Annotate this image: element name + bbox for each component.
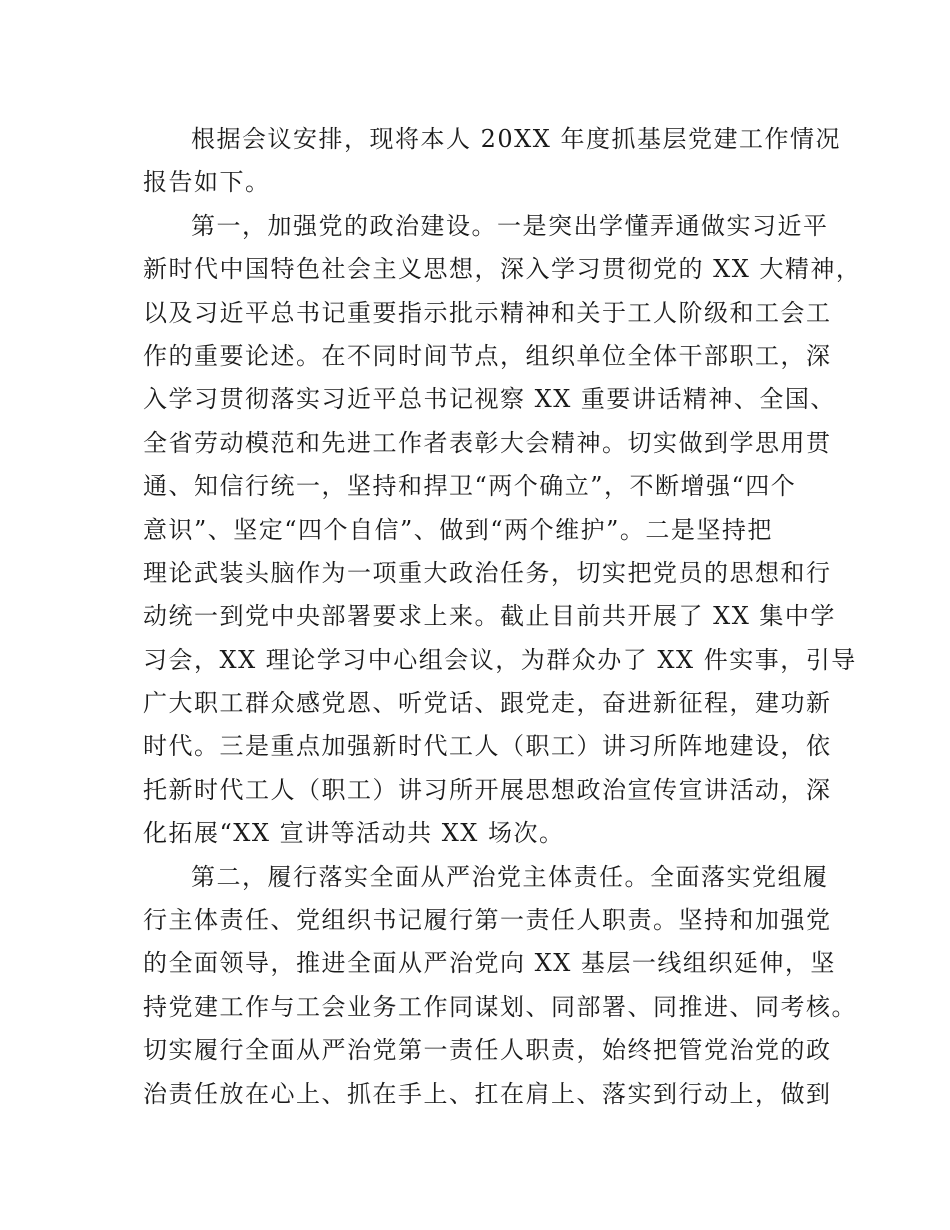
- paragraph-line: 以及习近平总书记重要指示批示精神和关于工人阶级和工会工: [143, 298, 832, 327]
- body-text: [143, 118, 862, 1116]
- paragraph-line: 化拓展“XX 宣讲等活动共 XX 场次。: [143, 819, 565, 848]
- paragraph-line: 切实履行全面从严治党第一责任人职责，始终把管党治党的政: [143, 1036, 832, 1065]
- paragraph-line: 入学习贯彻落实习近平总书记视察 XX 重要讲话精神、全国、: [143, 385, 836, 414]
- paragraph-line: 的全面领导，推进全面从严治党向 XX 基层一线组织延伸，坚: [143, 949, 836, 978]
- paragraph-line: 第一，加强党的政治建设。一是突出学懂弄通做实习近平: [191, 211, 829, 240]
- paragraph-line: 第二，履行落实全面从严治党主体责任。全面落实党组履: [191, 862, 829, 891]
- paragraph-line: 理论武装头脑作为一项重大政治任务，切实把党员的思想和行: [143, 558, 832, 587]
- paragraph-line: 广大职工群众感党恩、听党话、跟党走，奋进新征程，建功新: [143, 689, 832, 718]
- paragraph-line: 根据会议安排，现将本人 20XX 年度抓基层党建工作情况: [191, 125, 841, 153]
- paragraph-line: 全省劳动模范和先进工作者表彰大会精神。切实做到学思用贯: [143, 428, 832, 457]
- paragraph-line: 行主体责任、党组织书记履行第一责任人职责。坚持和加强党: [143, 906, 832, 935]
- paragraph-line: 时代。三是重点加强新时代工人（职工）讲习所阵地建设，依: [143, 732, 832, 761]
- paragraph-line: 报告如下。: [143, 168, 271, 197]
- paragraph-line: 作的重要论述。在不同时间节点，组织单位全体干部职工，深: [143, 341, 832, 370]
- paragraph-line: 习会，XX 理论学习中心组会议，为群众办了 XX 件实事，引导: [143, 645, 857, 674]
- paragraph-line: 持党建工作与工会业务工作同谋划、同部署、同推进、同考核。: [143, 992, 857, 1021]
- paragraph-line: 通、知信行统一，坚持和捍卫“两个确立”，不断增强“四个: [143, 472, 797, 501]
- paragraph-line: 治责任放在心上、抓在手上、扛在肩上、落实到行动上，做到: [143, 1079, 832, 1108]
- paragraph-line: 托新时代工人（职工）讲习所开展思想政治宣传宣讲活动，深: [143, 775, 832, 804]
- paragraph-line: 动统一到党中央部署要求上来。截止目前共开展了 XX 集中学: [143, 602, 836, 631]
- paragraph-line: 新时代中国特色社会主义思想，深入学习贯彻党的 XX 大精神，: [143, 255, 862, 284]
- paragraph-line: 意识”、坚定“四个自信”、做到“两个维护”。二是坚持把: [143, 515, 773, 544]
